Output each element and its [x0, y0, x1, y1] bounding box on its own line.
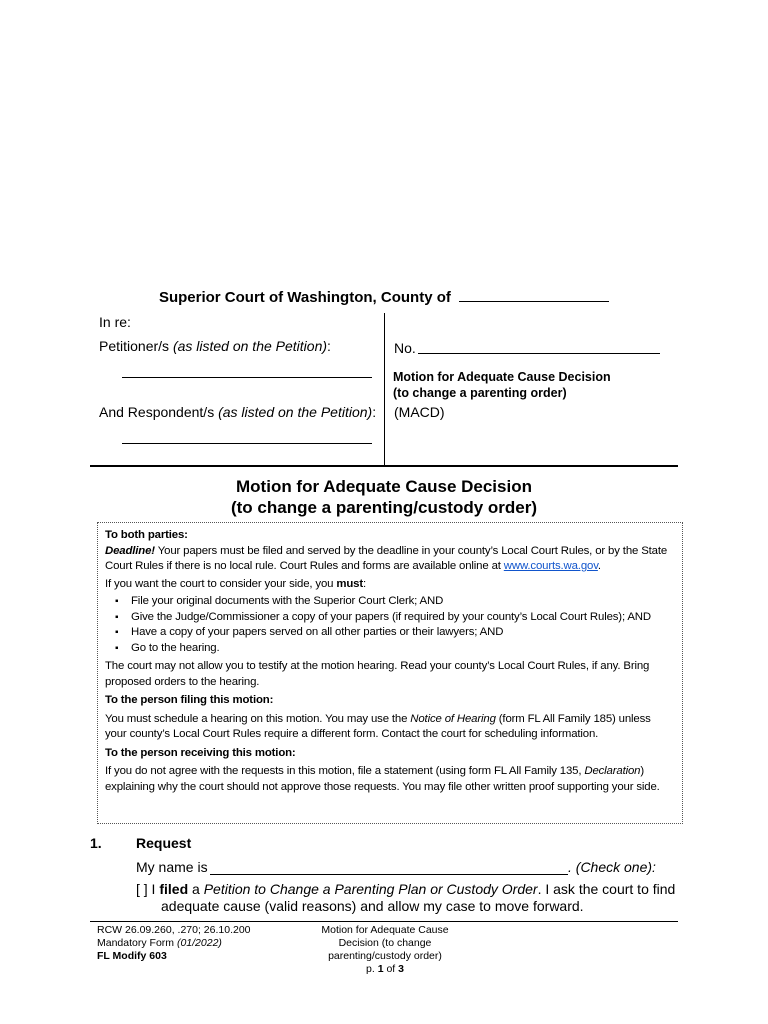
case-no-label: No.	[394, 340, 416, 356]
option-filed-cont: adequate cause (valid reasons) and allow my case to move forward.	[161, 898, 584, 914]
caption-divider	[384, 313, 385, 466]
footer-left	[97, 924, 251, 963]
filing-paragraph: You must schedule a hearing on this motion. You may use the Notice of Hearing (form FL All Family 185) unless your county’s Local Court Rules require a different form. Contact the court for scheduling information.	[105, 712, 651, 740]
section-number: 1.	[90, 835, 102, 851]
petitioner-name-line[interactable]	[122, 376, 372, 378]
option-checkbox[interactable]: [ ]	[136, 881, 148, 897]
receiving-heading: To the person receiving this motion:	[105, 746, 296, 759]
caption-doc-title: Motion for Adequate Cause Decision (to change a parenting order)	[393, 370, 611, 400]
respondent-name-line[interactable]	[122, 442, 372, 444]
notice-box	[97, 522, 683, 824]
case-no-line[interactable]	[418, 352, 660, 354]
filing-heading: To the person filing this motion:	[105, 694, 274, 706]
consider-paragraph: If you want the court to consider your side, you must:	[105, 577, 366, 590]
both-parties-heading: To both parties:	[105, 529, 188, 541]
list-item: ▪ Have a copy of your papers served on all other parties or their lawyers; AND	[123, 625, 675, 641]
my-name-label: My name is	[136, 859, 208, 875]
option-filed: [ ] I filed a Petition to Change a Parenting Plan or Custody Order. I ask the court to find	[136, 881, 676, 897]
receiving-paragraph: If you do not agree with the requests in this motion, file a statement (using form FL All Family 135, Declaration) explaining why the court should not approve those requests. You may file other written proof supporting your side.	[105, 765, 660, 793]
my-name-field[interactable]	[210, 873, 568, 875]
list-item: ▪ File your original documents with the Superior Court Clerk; AND	[123, 594, 675, 610]
court-label: Superior Court of Washington, County of	[158, 289, 451, 306]
county-blank[interactable]	[459, 287, 609, 302]
check-one-label: . (Check one):	[568, 859, 656, 875]
courts-link[interactable]: www.courts.wa.gov	[503, 560, 598, 572]
testify-paragraph: The court may not allow you to testify at the motion hearing. Read your county’s Local Court Rules, if any. Bring proposed orders to the hearing.	[105, 660, 650, 688]
footer-rcw: RCW 26.09.260, .270; 26.10.200	[97, 924, 251, 936]
page-title: Motion for Adequate Cause Decision	[236, 477, 532, 496]
petitioner-label: Petitioner/s (as listed on the Petition):	[99, 338, 331, 354]
footer-rule	[90, 921, 678, 922]
footer-mandatory: Mandatory Form (01/2022)	[97, 937, 222, 949]
section-title: Request	[136, 835, 192, 851]
caption-bottom-rule	[90, 465, 678, 467]
footer-center: Motion for Adequate Cause Decision (to change parenting/custody order) p. 1 of 3	[300, 924, 470, 976]
page-number: p. 1 of 3	[366, 963, 404, 975]
requirements-list	[105, 594, 675, 656]
list-item: ▪ Go to the hearing.	[123, 641, 675, 657]
list-item: ▪ Give the Judge/Commissioner a copy of your papers (if required by your county’s Local Court Rules); AND	[123, 610, 675, 626]
page-subtitle: (to change a parenting/custody order)	[230, 498, 538, 517]
respondent-label: And Respondent/s (as listed on the Petition):	[99, 404, 377, 420]
in-re-label: In re:	[99, 314, 131, 330]
footer-form-id: FL Modify 603	[97, 950, 167, 962]
deadline-paragraph: Deadline! Your papers must be filed and served by the deadline in your county’s Local Court Rules, or by the State Court Rules if there is no local rule. Court Rules and forms are available online at www.courts.wa.gov.	[105, 544, 668, 572]
doc-abbrev: (MACD)	[394, 404, 445, 420]
court-heading	[0, 287, 768, 306]
